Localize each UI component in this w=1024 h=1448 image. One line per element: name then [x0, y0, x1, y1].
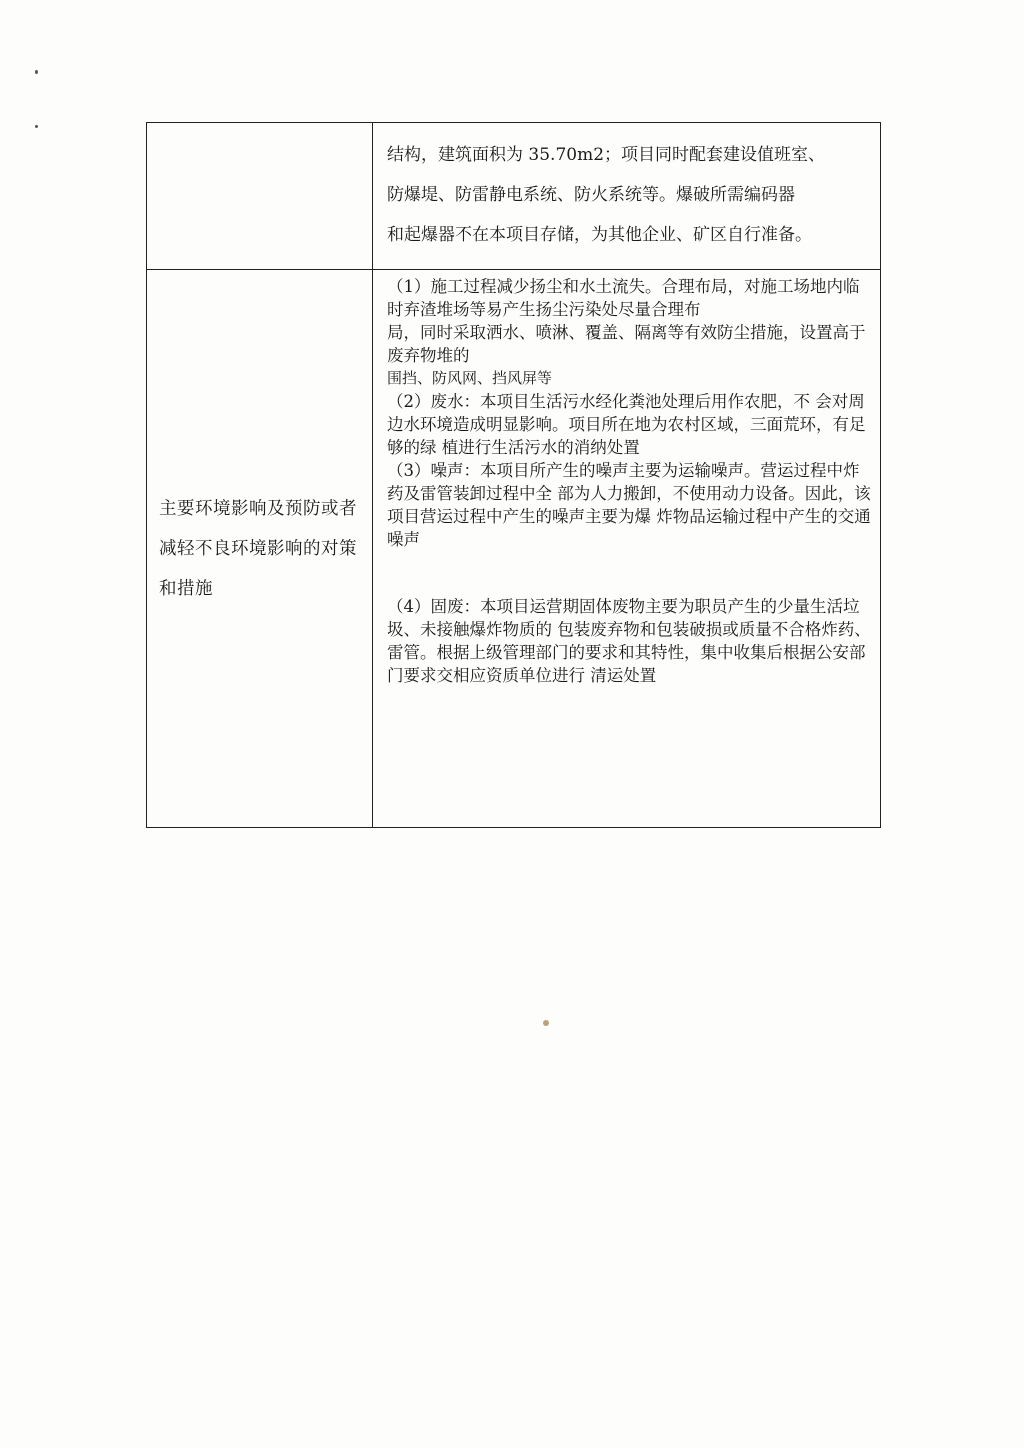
dust-control-paragraph-end: 围挡、防风网、挡风屏等 — [387, 369, 553, 387]
wastewater-paragraph: （2）废水：本项目生活污水经化粪池处理后用作农肥，不 会对周边水环境造成明显影响。项目所在地为农村区域，三面荒环，有足够的绿 植进行生活污水的消纳处置 — [387, 392, 866, 457]
description-line: 防爆堤、防雷静电系统、防火系统等。爆破所需编码器 — [387, 185, 795, 205]
description-line: 和起爆器不在本项目存储，为其他企业、矿区自行准备。 — [387, 225, 812, 245]
measures-label-cell: 主要环境影响及预防或者减轻不良环境影响的对策和措施 — [147, 270, 373, 828]
dust-control-paragraph: （1）施工过程减少扬尘和水土流失。合理布局，对施工场地内临时弃渣堆场等易产生扬尘污染处尽量合理布 — [387, 277, 860, 319]
solid-waste-paragraph: （4）固废：本项目运营期固体废物主要为职员产生的少量生活垃圾、未接触爆炸物质的 包装废弃物和包装破损或质量不合格炸药、雷管。根据上级管理部门的要求和其特性，集中收集后根据公安部门要求交相应资质单位进行 清运处置 — [387, 597, 871, 685]
noise-paragraph: （3）噪声：本项目所产生的噪声主要为运输噪声。营运过程中炸药及雷管装卸过程中全 部为人力搬卸，不使用动力设备。因此，该项目营运过程中产生的噪声主要为爆 炸物品运输过程中产生的交通噪声 — [387, 461, 871, 549]
spacer — [387, 551, 872, 595]
table-row — [147, 270, 881, 828]
scan-speck — [543, 1020, 549, 1026]
scan-speck — [35, 70, 38, 74]
description-line: 结构，建筑面积为 35.70m2；项目同时配套建设值班室、 — [387, 145, 826, 165]
dust-control-paragraph-cont: 局，同时采取洒水、喷淋、覆盖、隔离等有效防尘措施，设置高于废弃物堆的 — [387, 323, 866, 365]
empty-label-cell — [147, 123, 373, 270]
environment-measures-table — [146, 122, 881, 828]
measures-content-cell — [373, 270, 881, 828]
table-row — [147, 123, 881, 270]
scan-speck — [35, 125, 38, 128]
construction-description-cell — [373, 123, 881, 270]
